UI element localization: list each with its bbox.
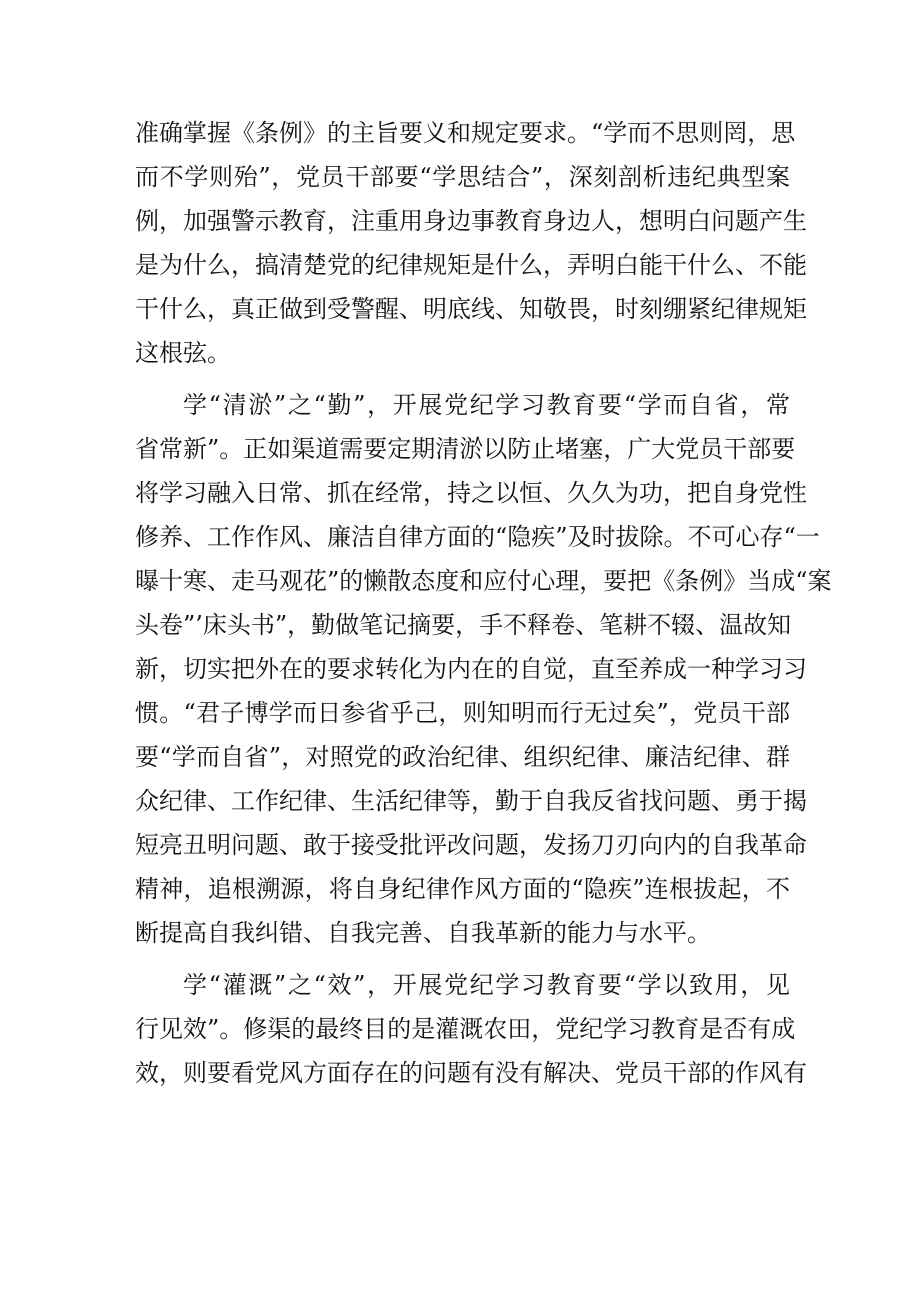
text-line: 省常新”。正如渠道需要定期清淤以防止堵塞，广大党员干部要 — [135, 435, 796, 463]
paragraph-2 — [135, 383, 832, 955]
text-line: 短亮丑明问题、敢于接受批评改问题，发扬刀刃向内的自我革命 — [135, 831, 807, 859]
text-line: 这根弦。 — [135, 339, 231, 367]
text-line: 干什么，真正做到受警醒、明底线、知敬畏，时刻绷紧纪律规矩 — [135, 295, 807, 323]
text-line: 头卷”’床头书”，勤做笔记摘要，手不释卷、笔耕不辍、温故知 — [135, 611, 792, 639]
text-line: 是为什么，搞清楚党的纪律规矩是什么，弄明白能干什么、不能 — [135, 251, 807, 279]
text-line: 行见效”。修渠的最终目的是灌溉农田，党纪学习教育是否有成 — [135, 1015, 796, 1043]
text-line: 要“学而自省”，对照党的政治纪律、组织纪律、廉洁纪律、群 — [135, 743, 790, 771]
text-line: 新，切实把外在的要求转化为内在的自觉，直至养成一种学习习 — [135, 655, 807, 683]
text-line: 而不学则殆”，党员干部要“学思结合”，深刻剖析违纪典型案 — [135, 163, 790, 191]
text-line: 断提高自我纠错、自我完善、自我革新的能力与水平。 — [135, 919, 711, 947]
text-line: 准确掌握《条例》的主旨要义和规定要求。“学而不思则罔，思 — [135, 119, 796, 147]
text-line: 精神，追根溯源，将自身纪律作风方面的“隐疾”连根拔起，不 — [135, 875, 790, 903]
text-line: 例，加强警示教育，注重用身边事教育身边人，想明白问题产生 — [135, 207, 807, 235]
text-line: 效，则要看党风方面存在的问题有没有解决、党员干部的作风有 — [135, 1059, 807, 1087]
text-line: 将学习融入日常、抓在经常，持之以恒、久久为功，把自身党性 — [135, 479, 807, 507]
paragraph-1 — [135, 111, 807, 375]
paragraph-3 — [135, 963, 807, 1095]
text-line: 众纪律、工作纪律、生活纪律等，勤于自我反省找问题、勇于揭 — [135, 787, 807, 815]
text-line: 惯。“君子博学而日参省乎己，则知明而行无过矣”，党员干部 — [135, 699, 790, 727]
text-line: 曝十寒、走马观花”的懒散态度和应付心理，要把《条例》当成“案 — [135, 567, 832, 595]
text-line: 学“清淤”之“勤”，开展党纪学习教育要“学而自省，常 — [183, 391, 790, 419]
body-text — [135, 111, 832, 1095]
text-line: 修养、工作作风、廉洁自律方面的“隐疾”及时拔除。不可心存“一 — [135, 523, 820, 551]
text-line: 学“灌溉”之“效”，开展党纪学习教育要“学以致用，见 — [183, 971, 790, 999]
